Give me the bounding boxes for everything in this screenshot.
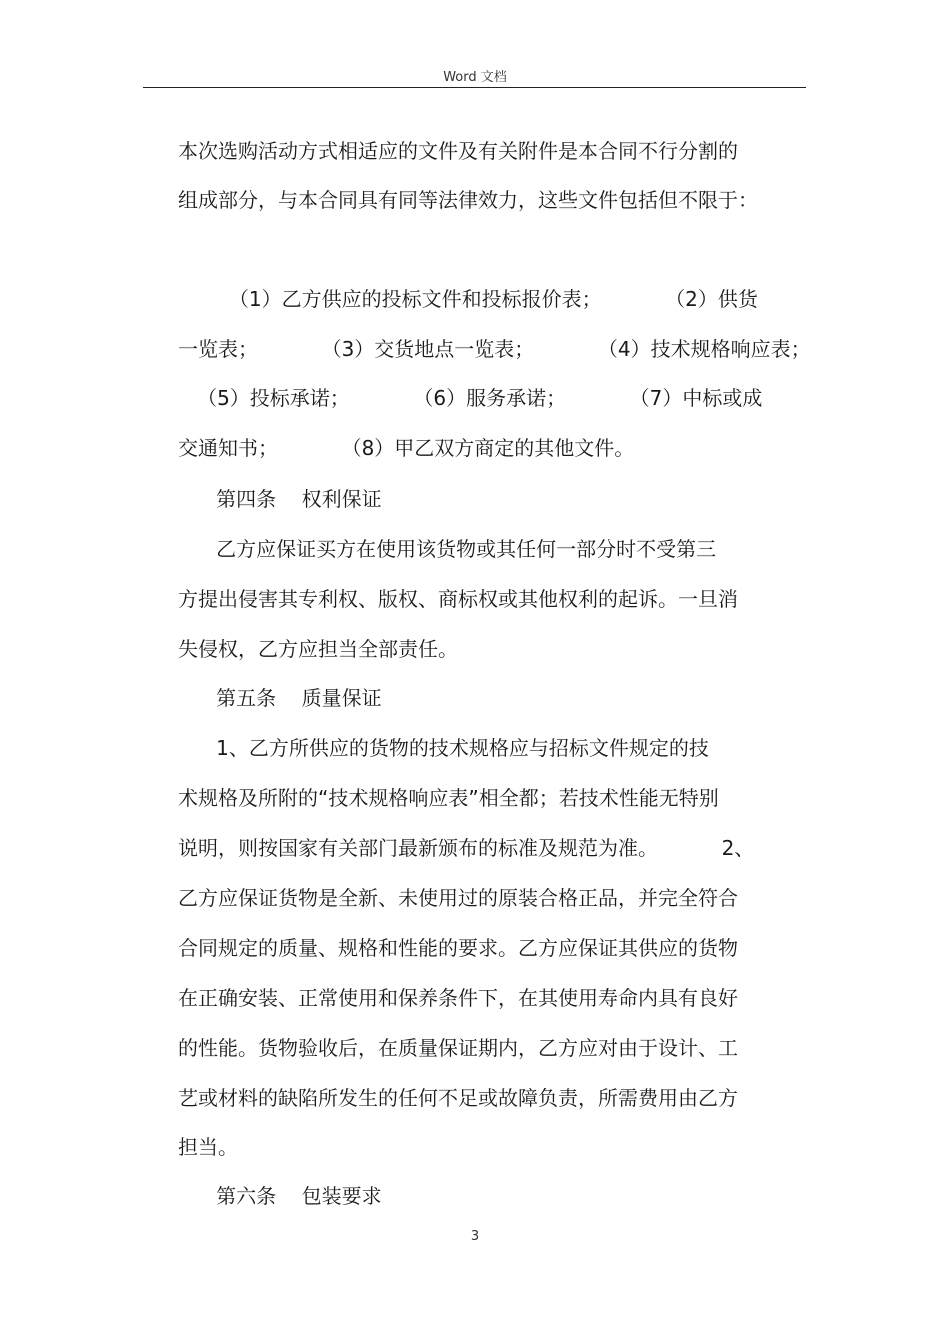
section-heading: 第六条 包装要求 xyxy=(178,1184,382,1208)
body-line: 一览表； （3）交货地点一览表； （4）技术规格响应表； xyxy=(178,337,811,361)
body-line: 乙方应保证买方在使用该货物或其任何一部分时不受第三 xyxy=(178,537,717,561)
body-line: 的性能。货物验收后，在质量保证期内，乙方应对由于设计、工 xyxy=(178,1036,738,1060)
page-header: Word 文档 xyxy=(443,70,507,85)
body-line: 方提出侵害其专利权、版权、商标权或其他权利的起诉。一旦消 xyxy=(178,587,738,611)
body-line: 交通知书； （8）甲乙双方商定的其他文件。 xyxy=(178,436,635,460)
body-line: 艺或材料的缺陷所发生的任何不足或故障负责，所需费用由乙方 xyxy=(178,1086,738,1110)
body-line: （5）投标承诺； （6）服务承诺； （7）中标或成 xyxy=(178,386,763,410)
page-number: 3 xyxy=(470,1229,480,1244)
body-line: 术规格及所附的“技术规格响应表”相全都；若技术性能无特别 xyxy=(178,786,719,810)
body-line: 本次选购活动方式相适应的文件及有关附件是本合同不行分割的 xyxy=(178,139,738,163)
body-line: （1）乙方供应的投标文件和投标报价表； （2）供货 xyxy=(178,287,758,311)
header-divider xyxy=(143,87,806,88)
body-line: 乙方应保证货物是全新、未使用过的原装合格正品，并完全符合 xyxy=(178,886,738,910)
body-line: 失侵权，乙方应担当全部责任。 xyxy=(178,637,458,661)
section-heading: 第四条 权利保证 xyxy=(178,487,382,511)
body-line: 说明，则按国家有关部门最新颁布的标准及规范为准。 2、 xyxy=(178,836,755,860)
body-line: 合同规定的质量、规格和性能的要求。乙方应保证其供应的货物 xyxy=(178,936,738,960)
body-line: 1、乙方所供应的货物的技术规格应与招标文件规定的技 xyxy=(178,736,709,760)
body-line: 担当。 xyxy=(178,1135,238,1159)
body-line: 在正确安装、正常使用和保养条件下，在其使用寿命内具有良好 xyxy=(178,986,738,1010)
body-line: 组成部分，与本合同具有同等法律效力，这些文件包括但不限于： xyxy=(178,188,758,212)
section-heading: 第五条 质量保证 xyxy=(178,686,382,710)
